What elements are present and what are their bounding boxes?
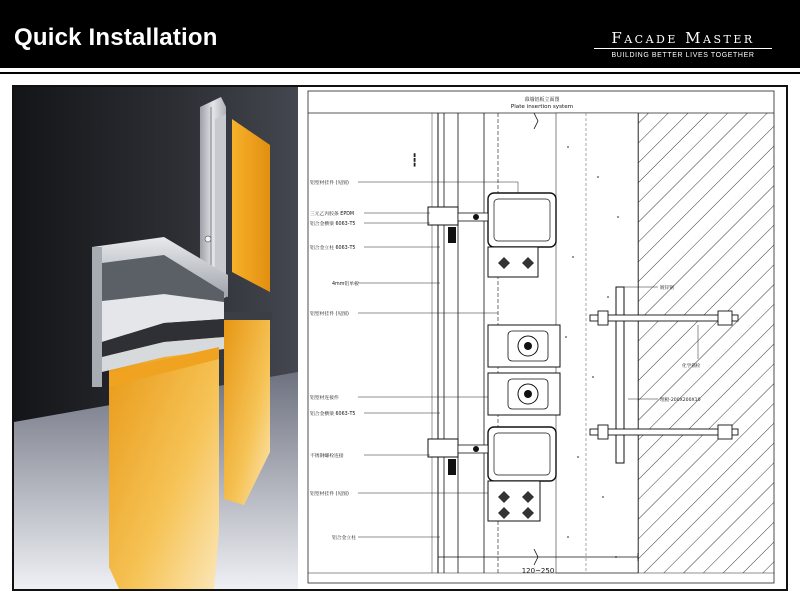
brand-tagline: BUILDING BETTER LIVES TOGETHER: [611, 52, 755, 59]
cad-drawing-svg: [298, 87, 786, 589]
brand-divider: [594, 48, 772, 49]
label-ss-bolt: 不锈钢螺栓连接: [310, 454, 344, 459]
svg-text:▬▬▬: ▬▬▬: [412, 152, 418, 167]
upper-orange-panel: [232, 119, 270, 292]
label-epdm: 三元乙丙胶条 EPDM: [310, 212, 355, 217]
header-bar: [0, 0, 800, 68]
facade-render-image: [14, 87, 298, 589]
label-transom-bottom: 铝合金横梁 6063-T5: [310, 412, 356, 417]
brand-logo: [588, 30, 778, 60]
label-hanger-top: 铝型材挂件 (见图): [310, 181, 349, 186]
left-annotation-group: [310, 179, 518, 541]
label-mullion-bottom: 铝合金立柱: [332, 536, 356, 541]
label-hanger-mid: 铝型材挂件 (见图): [310, 312, 349, 317]
label-embed-plate: 埋板-200X200X10: [660, 398, 701, 403]
dimension-label: 120~250: [521, 567, 555, 575]
label-chemical-anchor: 化学锚栓: [682, 364, 701, 369]
content-frame: [12, 85, 788, 591]
bottom-transom-assembly: [428, 427, 556, 521]
render-screed-layer: [556, 113, 638, 573]
drawing-title-en: Plate insertion system: [510, 104, 574, 110]
label-transom-top: 铝合金横梁 6063-T5: [310, 222, 356, 227]
drawing-title-cn: 幕墙铝板立面图: [524, 97, 560, 103]
concrete-wall-hatch: [638, 113, 774, 573]
label-mullion: 铝合金立柱 6063-T5: [310, 246, 356, 251]
brand-name: Facade Master: [611, 29, 755, 47]
facade-render-svg: [14, 87, 298, 589]
label-hanger-bottom: 铝型材挂件 (见图): [310, 492, 349, 497]
top-transom-assembly: [428, 193, 556, 277]
mullion-screw: [205, 236, 211, 242]
cad-section-drawing: [298, 87, 786, 589]
label-galvanized-steel: 镀锌钢: [660, 286, 674, 291]
header-divider: [0, 68, 800, 74]
label-connector: 铝型材连接件: [310, 396, 339, 401]
middle-connector-assembly: [488, 325, 560, 415]
label-aluminium-panel: 4mm铝单板: [332, 282, 359, 287]
slide-title: Quick Installation: [14, 24, 218, 51]
